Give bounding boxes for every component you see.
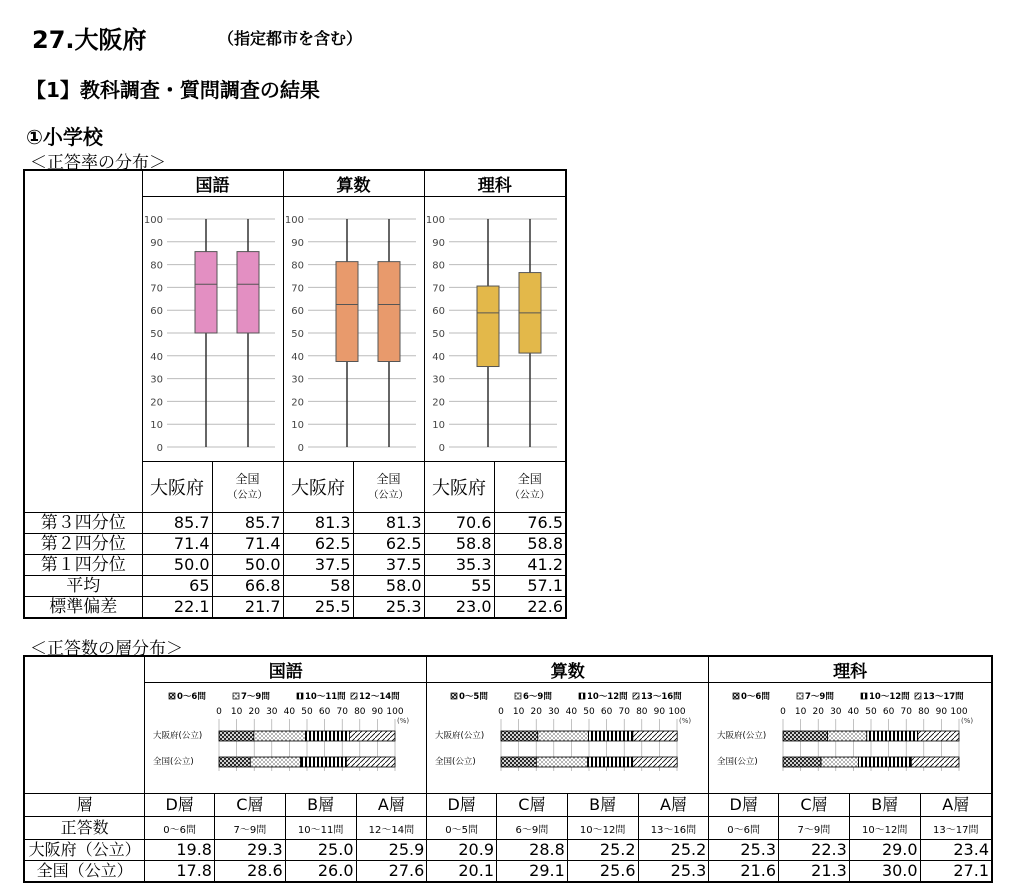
value-cell: 19.8	[145, 840, 215, 861]
bar-segment	[501, 757, 536, 767]
legend-swatch	[351, 693, 357, 699]
x-tick-label: 60	[601, 707, 613, 717]
x-tick-label: 0	[780, 707, 787, 717]
count-header: 正答数	[24, 817, 145, 840]
y-tick-label: 30	[431, 374, 445, 386]
x-tick-label: 30	[266, 707, 278, 717]
col-osaka: 大阪府	[283, 462, 353, 513]
value-cell: 81.3	[353, 513, 424, 534]
bar-label: 全国(公立)	[435, 757, 476, 767]
y-tick-label: 80	[431, 260, 445, 272]
value-cell: 25.0	[285, 840, 356, 861]
y-tick-label: 40	[290, 351, 304, 363]
x-tick-label: 100	[668, 707, 686, 717]
table-row	[24, 534, 566, 555]
col-national	[353, 462, 424, 513]
value-cell: 41.2	[494, 555, 566, 576]
legend-label: 0～6問	[741, 692, 771, 702]
box-osaka	[195, 252, 217, 333]
x-tick-label: 90	[653, 707, 666, 717]
legend-swatch	[451, 693, 457, 699]
bar-segment	[918, 731, 959, 741]
y-tick-label: 70	[290, 283, 304, 295]
y-tick-label: 20	[149, 397, 163, 409]
x-tick-label: 90	[935, 707, 948, 717]
table-row	[24, 513, 566, 534]
bar-label: 全国(公立)	[153, 757, 194, 767]
y-tick-label: 70	[431, 283, 445, 295]
x-tick-label: 0	[216, 707, 223, 717]
stacked-chart-kokugo	[145, 683, 415, 793]
y-tick-label: 0	[438, 443, 445, 454]
box-table	[23, 169, 567, 619]
value-cell: 25.3	[353, 597, 424, 619]
corner-cell	[24, 170, 142, 513]
value-cell: 70.6	[424, 513, 494, 534]
x-tick-label: 60	[883, 707, 895, 717]
axis-unit: (%)	[679, 717, 692, 725]
y-tick-label: 0	[297, 443, 304, 454]
value-cell: 22.6	[494, 597, 566, 619]
page-title: 27.大阪府	[32, 26, 147, 54]
y-tick-label: 40	[149, 351, 163, 363]
y-tick-label: 20	[431, 397, 445, 409]
value-cell: 21.7	[212, 597, 283, 619]
col-national-label: 全国	[376, 472, 401, 486]
bar-segment	[538, 731, 589, 741]
table-row	[24, 555, 566, 576]
col-national	[494, 462, 566, 513]
layer-name: D層	[427, 794, 497, 817]
y-tick-label: 10	[149, 420, 163, 432]
x-tick-label: 10	[513, 707, 525, 717]
x-tick-label: 30	[548, 707, 560, 717]
row-label: 大阪府（公立）	[24, 840, 145, 861]
layer-name: A層	[920, 794, 992, 817]
bar-segment	[783, 757, 821, 767]
col-national	[212, 462, 283, 513]
legend-label: 13～16問	[641, 692, 682, 702]
box-osaka	[336, 262, 358, 362]
x-tick-label: 40	[847, 707, 860, 717]
row-label: 全国（公立）	[24, 861, 145, 883]
value-cell: 25.3	[638, 861, 709, 883]
range-cell: 0～6問	[709, 817, 779, 840]
value-cell: 62.5	[283, 534, 353, 555]
row-label: 平均	[24, 576, 142, 597]
bar-segment	[501, 731, 538, 741]
bar-segment	[301, 757, 347, 767]
layer-name: C層	[497, 794, 568, 817]
value-cell: 37.5	[353, 555, 424, 576]
value-cell: 29.0	[849, 840, 920, 861]
box-national	[237, 252, 259, 333]
stacked-chart-sansu	[427, 683, 697, 793]
y-tick-label: 40	[431, 351, 445, 363]
school-heading: ①小学校	[26, 125, 103, 149]
value-cell: 26.0	[285, 861, 356, 883]
value-cell: 28.6	[214, 861, 285, 883]
subject-header-rika: 理科	[424, 170, 566, 197]
legend-swatch	[515, 693, 521, 699]
x-tick-label: 70	[336, 707, 349, 717]
y-tick-label: 90	[290, 237, 304, 249]
table-row	[24, 840, 992, 861]
value-cell: 22.1	[142, 597, 212, 619]
y-tick-label: 0	[156, 443, 163, 454]
x-tick-label: 10	[231, 707, 243, 717]
y-tick-label: 60	[290, 306, 304, 318]
row-label: 第３四分位	[24, 513, 142, 534]
y-tick-label: 30	[290, 374, 304, 386]
bar-segment	[219, 731, 254, 741]
value-cell: 85.7	[212, 513, 283, 534]
x-tick-label: 60	[319, 707, 331, 717]
col-national-label: 全国	[517, 472, 542, 486]
value-cell: 37.5	[283, 555, 353, 576]
subject-header-sansu: 算数	[283, 170, 424, 197]
table-row	[24, 817, 992, 840]
value-cell: 62.5	[353, 534, 424, 555]
value-cell: 23.4	[920, 840, 992, 861]
y-tick-label: 80	[290, 260, 304, 272]
box-national	[378, 262, 400, 362]
corner-cell	[24, 656, 145, 794]
y-tick-label: 90	[431, 237, 445, 249]
value-cell: 76.5	[494, 513, 566, 534]
value-cell: 22.3	[779, 840, 850, 861]
bar-label: 大阪府(公立)	[717, 731, 767, 741]
box-osaka	[477, 286, 499, 366]
x-tick-label: 100	[950, 707, 968, 717]
x-tick-label: 20	[248, 707, 261, 717]
bar-label: 全国(公立)	[717, 757, 758, 767]
value-cell: 50.0	[212, 555, 283, 576]
y-tick-label: 50	[149, 329, 163, 340]
row-label: 標準偏差	[24, 597, 142, 619]
value-cell: 25.9	[356, 840, 427, 861]
bar-label: 大阪府(公立)	[435, 731, 485, 741]
value-cell: 17.8	[145, 861, 215, 883]
range-cell: 7～9問	[779, 817, 850, 840]
x-tick-label: 20	[812, 707, 825, 717]
legend-swatch	[297, 693, 303, 699]
legend-label: 10～11問	[305, 692, 346, 702]
y-tick-label: 100	[143, 215, 163, 226]
y-tick-label: 20	[290, 397, 304, 409]
bar-segment	[219, 757, 250, 767]
bar-segment	[350, 731, 396, 741]
value-cell: 30.0	[849, 861, 920, 883]
value-cell: 25.3	[709, 840, 779, 861]
legend-label: 0～5問	[459, 692, 489, 702]
bar-segment	[251, 757, 301, 767]
value-cell: 35.3	[424, 555, 494, 576]
legend-swatch	[797, 693, 803, 699]
range-cell: 13～17問	[920, 817, 992, 840]
legend-swatch	[915, 693, 921, 699]
box-caption: ＜正答率の分布＞	[30, 153, 166, 173]
legend-label: 10～12問	[587, 692, 628, 702]
bar-segment	[821, 757, 858, 767]
stacked-chart-rika	[709, 683, 979, 793]
bar-segment	[859, 757, 912, 767]
col-national-sub: （公立）	[227, 490, 268, 501]
value-cell: 21.6	[709, 861, 779, 883]
value-cell: 81.3	[283, 513, 353, 534]
boxplot-sansu	[284, 197, 424, 461]
x-tick-label: 0	[498, 707, 505, 717]
range-cell: 12～14問	[356, 817, 427, 840]
layer-name: D層	[709, 794, 779, 817]
bar-segment	[537, 757, 588, 767]
value-cell: 28.8	[497, 840, 568, 861]
layer-subject-sansu: 算数	[427, 656, 709, 683]
boxplot-kokugo	[143, 197, 283, 461]
legend-label: 7～9問	[241, 692, 271, 702]
range-cell: 0～5問	[427, 817, 497, 840]
page-subtitle: （指定都市を含む）	[218, 29, 363, 48]
layer-name: A層	[356, 794, 427, 817]
layer-subject-rika: 理科	[709, 656, 992, 683]
table-row	[24, 861, 992, 883]
value-cell: 55	[424, 576, 494, 597]
section-heading: 【1】教科調査・質問調査の結果	[26, 78, 320, 102]
x-tick-label: 70	[618, 707, 631, 717]
value-cell: 57.1	[494, 576, 566, 597]
legend-swatch	[733, 693, 739, 699]
bar-segment	[867, 731, 918, 741]
range-cell: 10～11問	[285, 817, 356, 840]
bar-segment	[828, 731, 867, 741]
legend-label: 12～14問	[359, 692, 400, 702]
layer-name: D層	[145, 794, 215, 817]
range-cell: 0～6問	[145, 817, 215, 840]
value-cell: 25.6	[567, 861, 638, 883]
value-cell: 21.3	[779, 861, 850, 883]
y-tick-label: 10	[290, 420, 304, 432]
boxplot-rika	[425, 197, 565, 461]
bar-segment	[254, 731, 306, 741]
value-cell: 25.2	[638, 840, 709, 861]
col-national-sub: （公立）	[509, 490, 550, 501]
layer-caption: ＜正答数の層分布＞	[30, 639, 183, 659]
x-tick-label: 40	[565, 707, 578, 717]
x-tick-label: 10	[795, 707, 807, 717]
range-cell: 7～9問	[214, 817, 285, 840]
table-row	[24, 597, 566, 619]
y-tick-label: 60	[149, 306, 163, 318]
x-tick-label: 70	[900, 707, 913, 717]
value-cell: 58.8	[424, 534, 494, 555]
y-tick-label: 50	[431, 329, 445, 340]
range-cell: 10～12問	[849, 817, 920, 840]
bar-segment	[589, 731, 633, 741]
bar-segment	[347, 757, 396, 767]
value-cell: 85.7	[142, 513, 212, 534]
x-tick-label: 30	[830, 707, 842, 717]
row-label: 第２四分位	[24, 534, 142, 555]
bar-segment	[588, 757, 633, 767]
layer-name: B層	[567, 794, 638, 817]
value-cell: 20.1	[427, 861, 497, 883]
value-cell: 25.2	[567, 840, 638, 861]
bar-label: 大阪府(公立)	[153, 731, 203, 741]
legend-swatch	[861, 693, 867, 699]
layer-name: B層	[849, 794, 920, 817]
value-cell: 29.3	[214, 840, 285, 861]
y-tick-label: 60	[431, 306, 445, 318]
range-cell: 10～12問	[567, 817, 638, 840]
legend-swatch	[233, 693, 239, 699]
layer-name: C層	[214, 794, 285, 817]
value-cell: 71.4	[142, 534, 212, 555]
value-cell: 27.6	[356, 861, 427, 883]
x-tick-label: 80	[636, 707, 648, 717]
row-label: 第１四分位	[24, 555, 142, 576]
y-tick-label: 70	[149, 283, 163, 295]
subject-header-kokugo: 国語	[142, 170, 283, 197]
axis-unit: (%)	[397, 717, 410, 725]
range-cell: 6～9問	[497, 817, 568, 840]
value-cell: 58	[283, 576, 353, 597]
bar-segment	[912, 757, 960, 767]
legend-label: 10～12問	[869, 692, 910, 702]
table-row	[24, 576, 566, 597]
value-cell: 50.0	[142, 555, 212, 576]
bar-segment	[633, 757, 678, 767]
y-tick-label: 10	[431, 420, 445, 432]
y-tick-label: 50	[290, 329, 304, 340]
y-tick-label: 80	[149, 260, 163, 272]
legend-label: 6～9問	[523, 692, 553, 702]
legend-label: 0～6問	[177, 692, 207, 702]
legend-label: 13～17問	[923, 692, 964, 702]
x-tick-label: 90	[371, 707, 384, 717]
x-tick-label: 50	[301, 707, 313, 717]
value-cell: 20.9	[427, 840, 497, 861]
bar-segment	[306, 731, 350, 741]
y-tick-label: 30	[149, 374, 163, 386]
x-tick-label: 40	[283, 707, 296, 717]
value-cell: 71.4	[212, 534, 283, 555]
table-row	[24, 794, 992, 817]
layer-name: A層	[638, 794, 709, 817]
value-cell: 29.1	[497, 861, 568, 883]
x-tick-label: 20	[530, 707, 543, 717]
range-cell: 13～16問	[638, 817, 709, 840]
value-cell: 23.0	[424, 597, 494, 619]
col-national-label: 全国	[235, 472, 260, 486]
bar-segment	[633, 731, 677, 741]
col-national-sub: （公立）	[368, 490, 409, 501]
col-osaka: 大阪府	[424, 462, 494, 513]
legend-swatch	[169, 693, 175, 699]
value-cell: 66.8	[212, 576, 283, 597]
layer-name: C層	[779, 794, 850, 817]
y-tick-label: 100	[425, 215, 445, 226]
layer-header: 層	[24, 794, 145, 817]
legend-swatch	[579, 693, 585, 699]
col-osaka: 大阪府	[142, 462, 212, 513]
x-tick-label: 50	[583, 707, 595, 717]
legend-swatch	[633, 693, 639, 699]
value-cell: 27.1	[920, 861, 992, 883]
value-cell: 58.8	[494, 534, 566, 555]
x-tick-label: 50	[865, 707, 878, 717]
value-cell: 65	[142, 576, 212, 597]
layer-name: B層	[285, 794, 356, 817]
value-cell: 58.0	[353, 576, 424, 597]
axis-unit: (%)	[961, 717, 974, 725]
layer-subject-kokugo: 国語	[145, 656, 427, 683]
bar-segment	[783, 731, 828, 741]
x-tick-label: 80	[918, 707, 930, 717]
layer-table	[23, 655, 993, 883]
x-tick-label: 100	[386, 707, 404, 717]
legend-label: 7～9問	[805, 692, 835, 702]
value-cell: 25.5	[283, 597, 353, 619]
y-tick-label: 90	[149, 237, 163, 249]
x-tick-label: 80	[354, 707, 366, 717]
y-tick-label: 100	[284, 215, 304, 226]
